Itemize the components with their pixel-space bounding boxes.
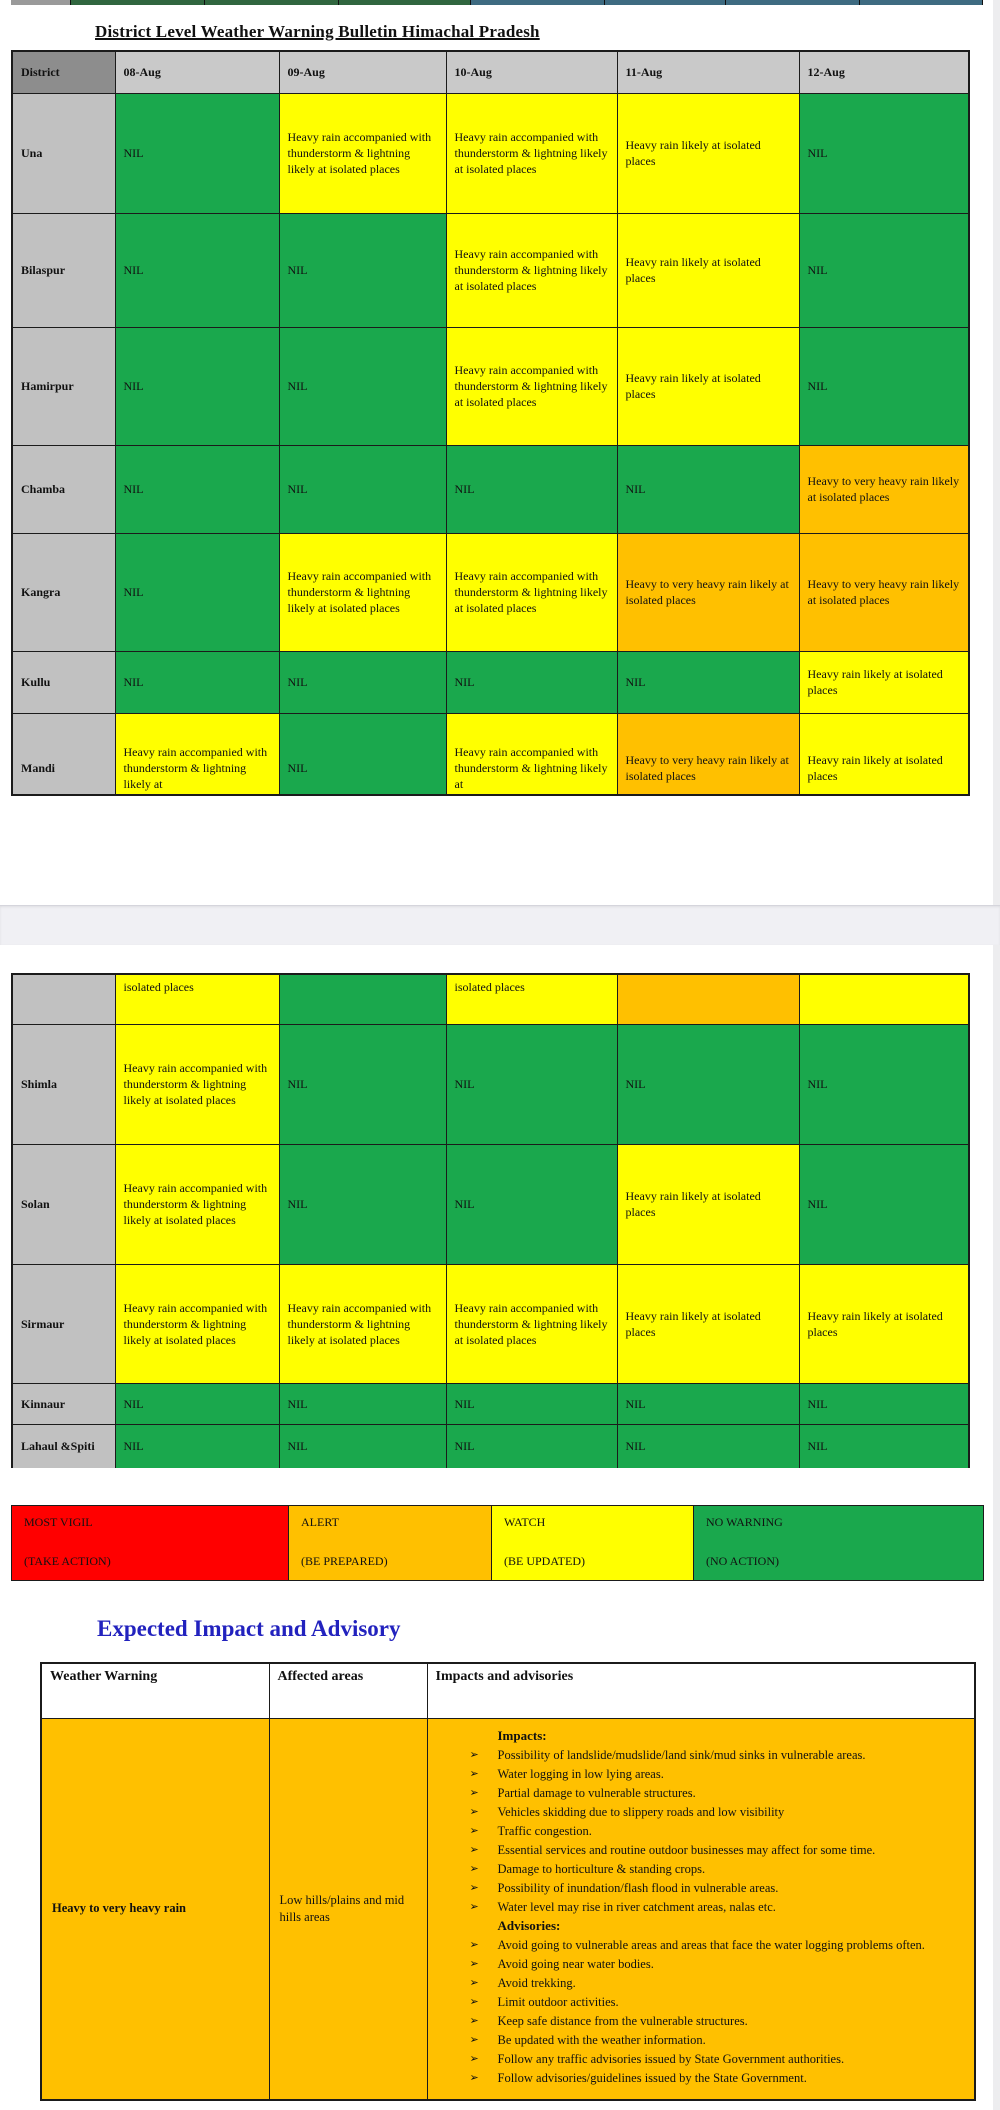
warning-cell: Heavy to very heavy rain likely at isolated places bbox=[799, 533, 969, 651]
date-header: 09-Aug bbox=[279, 51, 446, 93]
advisory-text: Water level may rise in river catchment areas, nalas etc. bbox=[497, 1899, 776, 1914]
warning-cell: Heavy to very heavy rain likely at isolated places bbox=[617, 533, 799, 651]
legend-title: ALERT bbox=[301, 1515, 339, 1529]
warning-cell: Heavy rain likely at isolated places bbox=[799, 713, 969, 796]
warning-cell: NIL bbox=[617, 651, 799, 713]
warning-cell: Heavy rain accompanied with thunderstorm & lightning likely at isolated places bbox=[446, 327, 617, 445]
date-header: 08-Aug bbox=[115, 51, 279, 93]
arrow-bullet-icon: ➢ bbox=[469, 2014, 479, 2027]
table-row bbox=[12, 213, 969, 327]
viewer-background-strip bbox=[993, 0, 1000, 2110]
district-label: Lahaul &Spiti bbox=[12, 1424, 115, 1468]
table-row bbox=[12, 1264, 969, 1383]
warning-cell: NIL bbox=[446, 1383, 617, 1424]
clipped-cell bbox=[205, 0, 339, 5]
warning-cell: Heavy rain likely at isolated places bbox=[617, 213, 799, 327]
table-row bbox=[12, 445, 969, 533]
arrow-bullet-icon: ➢ bbox=[469, 1824, 479, 1837]
clipped-cell bbox=[860, 0, 983, 5]
arrow-bullet-icon: ➢ bbox=[469, 2033, 479, 2046]
warning-cell: Heavy rain accompanied with thunderstorm & lightning likely at isolated places bbox=[446, 213, 617, 327]
table-row bbox=[12, 1383, 969, 1424]
impacts-advisories-cell bbox=[427, 1718, 975, 2100]
warning-cell: Heavy rain accompanied with thunderstorm & lightning likely at bbox=[115, 713, 279, 796]
district-label: Shimla bbox=[12, 1024, 115, 1144]
warning-cell: NIL bbox=[279, 445, 446, 533]
warning-cell bbox=[799, 974, 969, 1024]
advisory-text: Essential services and routine outdoor businesses may affect for some time. bbox=[497, 1842, 876, 1857]
clipped-cell bbox=[471, 0, 605, 5]
warning-cell bbox=[279, 974, 446, 1024]
legend-subtitle: (TAKE ACTION) bbox=[24, 1554, 111, 1568]
district-label: Mandi bbox=[12, 713, 115, 796]
advisory-text: Avoid going to vulnerable areas and areas that face the water logging problems often. bbox=[497, 1937, 925, 1952]
legend-subtitle: (BE PREPARED) bbox=[301, 1554, 388, 1568]
district-label: Kangra bbox=[12, 533, 115, 651]
district-header: District bbox=[12, 51, 115, 93]
warning-cell: NIL bbox=[799, 93, 969, 213]
arrow-bullet-icon: ➢ bbox=[469, 1976, 479, 1989]
warning-cell: Heavy rain accompanied with thunderstorm & lightning likely at bbox=[446, 713, 617, 796]
warning-cell: NIL bbox=[115, 327, 279, 445]
page-break-gap bbox=[0, 905, 1000, 945]
arrow-bullet-icon: ➢ bbox=[469, 1957, 479, 1970]
legend-cell bbox=[492, 1506, 694, 1581]
warning-cell: NIL bbox=[279, 1144, 446, 1264]
advisory-text: Partial damage to vulnerable structures. bbox=[497, 1785, 696, 1800]
table-row bbox=[12, 713, 969, 796]
warning-cell: Heavy rain likely at isolated places bbox=[799, 1264, 969, 1383]
impact-col-weather-warning: Weather Warning bbox=[41, 1663, 269, 1718]
clipped-cell bbox=[726, 0, 860, 5]
advisory-item bbox=[428, 1766, 969, 1782]
warning-cell: NIL bbox=[115, 213, 279, 327]
advisory-item bbox=[428, 1880, 969, 1896]
district-label: Sirmaur bbox=[12, 1264, 115, 1383]
clipped-cell bbox=[71, 0, 205, 5]
impact-table bbox=[40, 1662, 976, 2101]
advisory-item bbox=[428, 2013, 969, 2029]
clipped-cell bbox=[11, 0, 71, 5]
arrow-bullet-icon: ➢ bbox=[469, 1862, 479, 1875]
warning-cell: Heavy rain likely at isolated places bbox=[617, 1264, 799, 1383]
warning-cell: NIL bbox=[446, 1144, 617, 1264]
warning-cell: NIL bbox=[446, 1424, 617, 1468]
table-row bbox=[12, 93, 969, 213]
arrow-bullet-icon: ➢ bbox=[469, 2071, 479, 2084]
legend-subtitle: (BE UPDATED) bbox=[504, 1554, 585, 1568]
warning-cell: NIL bbox=[446, 1024, 617, 1144]
warning-cell: NIL bbox=[115, 1424, 279, 1468]
warning-cell: NIL bbox=[279, 213, 446, 327]
arrow-bullet-icon: ➢ bbox=[469, 1767, 479, 1780]
warning-cell: Heavy rain accompanied with thunderstorm & lightning likely at isolated places bbox=[446, 533, 617, 651]
arrow-bullet-icon: ➢ bbox=[469, 1938, 479, 1951]
district-label: Kullu bbox=[12, 651, 115, 713]
weather-warning-cell: Heavy to very heavy rain bbox=[41, 1718, 269, 2100]
warning-cell: isolated places bbox=[115, 974, 279, 1024]
advisory-text: Follow any traffic advisories issued by State Government authorities. bbox=[497, 2051, 845, 2066]
warning-cell: NIL bbox=[115, 651, 279, 713]
impact-header-row bbox=[41, 1663, 975, 1718]
table-header-row bbox=[12, 51, 969, 93]
district-label: Chamba bbox=[12, 445, 115, 533]
warning-cell: NIL bbox=[799, 327, 969, 445]
warning-cell: NIL bbox=[115, 1383, 279, 1424]
warning-cell: NIL bbox=[799, 1144, 969, 1264]
warning-cell: Heavy rain accompanied with thunderstorm & lightning likely at isolated places bbox=[279, 93, 446, 213]
table-row bbox=[12, 974, 969, 1024]
warning-cell: NIL bbox=[279, 713, 446, 796]
warning-cell: NIL bbox=[279, 651, 446, 713]
legend-title: MOST VIGIL bbox=[24, 1515, 93, 1529]
advisory-item bbox=[428, 1937, 969, 1953]
warning-cell: NIL bbox=[446, 445, 617, 533]
advisory-item bbox=[428, 1861, 969, 1877]
date-header: 12-Aug bbox=[799, 51, 969, 93]
warning-cell: NIL bbox=[115, 93, 279, 213]
arrow-bullet-icon: ➢ bbox=[469, 1786, 479, 1799]
advisory-text: Limit outdoor activities. bbox=[497, 1994, 619, 2009]
impact-data-row bbox=[41, 1718, 975, 2100]
advisory-item bbox=[428, 2032, 969, 2048]
warning-table-page1 bbox=[11, 50, 970, 796]
clipped-cell bbox=[339, 0, 471, 5]
advisory-item bbox=[428, 1956, 969, 1972]
arrow-bullet-icon: ➢ bbox=[469, 1995, 479, 2008]
advisories-list bbox=[428, 1937, 969, 2086]
advisories-label: Advisories: bbox=[497, 1917, 561, 1933]
warning-cell: Heavy rain accompanied with thunderstorm & lightning likely at isolated places bbox=[115, 1264, 279, 1383]
warning-cell: NIL bbox=[617, 445, 799, 533]
warning-cell: Heavy to very heavy rain likely at isolated places bbox=[799, 445, 969, 533]
warning-cell: NIL bbox=[446, 651, 617, 713]
warning-cell: NIL bbox=[799, 1024, 969, 1144]
advisory-item bbox=[428, 1785, 969, 1801]
district-label bbox=[12, 974, 115, 1024]
legend-subtitle: (NO ACTION) bbox=[706, 1554, 779, 1568]
warning-cell: NIL bbox=[115, 533, 279, 651]
advisory-item bbox=[428, 1994, 969, 2010]
warning-cell: NIL bbox=[799, 1383, 969, 1424]
advisory-text: Possibility of inundation/flash flood in vulnerable areas. bbox=[497, 1880, 779, 1895]
warning-cell: Heavy rain accompanied with thunderstorm & lightning likely at isolated places bbox=[446, 93, 617, 213]
legend-title: NO WARNING bbox=[706, 1515, 783, 1529]
table-row bbox=[12, 533, 969, 651]
bulletin-title: District Level Weather Warning Bulletin Himachal Pradesh bbox=[95, 22, 540, 41]
warning-cell: NIL bbox=[617, 1024, 799, 1144]
legend-title: WATCH bbox=[504, 1515, 546, 1529]
clipped-cell bbox=[605, 0, 726, 5]
warning-cell: Heavy rain likely at isolated places bbox=[617, 1144, 799, 1264]
arrow-bullet-icon: ➢ bbox=[469, 1881, 479, 1894]
warning-cell: NIL bbox=[279, 327, 446, 445]
warning-cell: Heavy rain accompanied with thunderstorm & lightning likely at isolated places bbox=[279, 1264, 446, 1383]
warning-legend bbox=[11, 1505, 984, 1581]
district-label: Bilaspur bbox=[12, 213, 115, 327]
district-label: Hamirpur bbox=[12, 327, 115, 445]
warning-cell: Heavy rain likely at isolated places bbox=[617, 93, 799, 213]
advisory-text: Follow advisories/guidelines issued by the State Government. bbox=[497, 2070, 807, 2085]
date-header: 11-Aug bbox=[617, 51, 799, 93]
advisory-item bbox=[428, 2051, 969, 2067]
advisory-text: Traffic congestion. bbox=[497, 1823, 592, 1838]
impact-col-affected-areas: Affected areas bbox=[269, 1663, 427, 1718]
warning-cell: Heavy rain likely at isolated places bbox=[799, 651, 969, 713]
district-label: Solan bbox=[12, 1144, 115, 1264]
district-label: Una bbox=[12, 93, 115, 213]
clipped-table-row-strip bbox=[11, 0, 983, 5]
advisory-item bbox=[428, 1823, 969, 1839]
advisory-item bbox=[428, 1975, 969, 1991]
warning-cell: Heavy rain accompanied with thunderstorm & lightning likely at isolated places bbox=[446, 1264, 617, 1383]
arrow-bullet-icon: ➢ bbox=[469, 1805, 479, 1818]
warning-cell: Heavy rain accompanied with thunderstorm & lightning likely at isolated places bbox=[115, 1144, 279, 1264]
warning-cell: NIL bbox=[279, 1024, 446, 1144]
legend-row bbox=[12, 1506, 984, 1581]
arrow-bullet-icon: ➢ bbox=[469, 2052, 479, 2065]
advisory-item bbox=[428, 1899, 969, 1915]
table-row bbox=[12, 327, 969, 445]
advisory-text: Be updated with the weather information. bbox=[497, 2032, 706, 2047]
warning-cell: NIL bbox=[617, 1383, 799, 1424]
impacts-list bbox=[428, 1747, 969, 1915]
warning-cell: Heavy to very heavy rain likely at isolated places bbox=[617, 713, 799, 796]
warning-cell: NIL bbox=[279, 1424, 446, 1468]
arrow-bullet-icon: ➢ bbox=[469, 1748, 479, 1761]
advisory-text: Avoid trekking. bbox=[497, 1975, 576, 1990]
warning-cell bbox=[617, 974, 799, 1024]
advisory-item bbox=[428, 1842, 969, 1858]
table-row bbox=[12, 1024, 969, 1144]
warning-cell: Heavy rain accompanied with thunderstorm & lightning likely at isolated places bbox=[279, 533, 446, 651]
warning-table-page2 bbox=[11, 973, 970, 1468]
district-label: Kinnaur bbox=[12, 1383, 115, 1424]
warning-cell: NIL bbox=[799, 1424, 969, 1468]
warning-cell: NIL bbox=[279, 1383, 446, 1424]
warning-cell: NIL bbox=[115, 445, 279, 533]
advisory-item bbox=[428, 2070, 969, 2086]
impact-col-impacts-advisories: Impacts and advisories bbox=[427, 1663, 975, 1718]
date-header: 10-Aug bbox=[446, 51, 617, 93]
warning-cell: NIL bbox=[799, 213, 969, 327]
legend-cell bbox=[694, 1506, 984, 1581]
arrow-bullet-icon: ➢ bbox=[469, 1900, 479, 1913]
advisory-text: Damage to horticulture & standing crops. bbox=[497, 1861, 706, 1876]
warning-cell: NIL bbox=[617, 1424, 799, 1468]
legend-cell bbox=[12, 1506, 289, 1581]
warning-cell: isolated places bbox=[446, 974, 617, 1024]
advisory-item bbox=[428, 1747, 969, 1763]
table-row bbox=[12, 651, 969, 713]
warning-cell: Heavy rain accompanied with thunderstorm & lightning likely at isolated places bbox=[115, 1024, 279, 1144]
advisory-text: Vehicles skidding due to slippery roads and low visibility bbox=[497, 1804, 785, 1819]
affected-areas-cell: Low hills/plains and mid hills areas bbox=[269, 1718, 427, 2100]
advisory-item bbox=[428, 1804, 969, 1820]
legend-cell bbox=[289, 1506, 492, 1581]
table-row bbox=[12, 1424, 969, 1468]
advisory-text: Possibility of landslide/mudslide/land sink/mud sinks in vulnerable areas. bbox=[497, 1747, 866, 1762]
impacts-label: Impacts: bbox=[497, 1727, 547, 1743]
warning-cell: Heavy rain likely at isolated places bbox=[617, 327, 799, 445]
arrow-bullet-icon: ➢ bbox=[469, 1843, 479, 1856]
impact-heading: Expected Impact and Advisory bbox=[97, 1616, 401, 1641]
advisory-text: Water logging in low lying areas. bbox=[497, 1766, 664, 1781]
advisory-text: Avoid going near water bodies. bbox=[497, 1956, 654, 1971]
advisory-text: Keep safe distance from the vulnerable structures. bbox=[497, 2013, 748, 2028]
table-row bbox=[12, 1144, 969, 1264]
